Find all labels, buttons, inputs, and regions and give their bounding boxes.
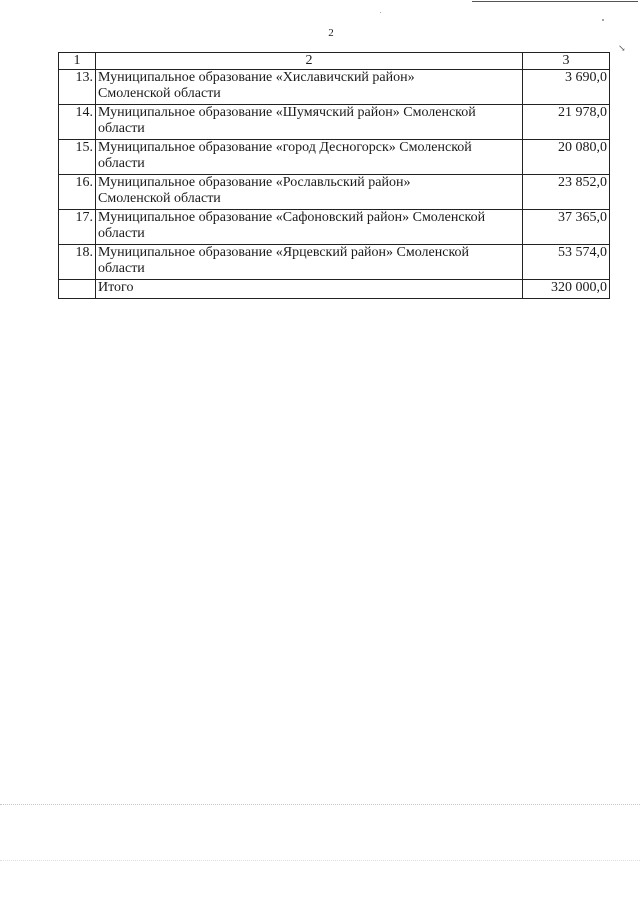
row-number: 14. xyxy=(59,105,96,140)
scan-speck xyxy=(602,19,604,21)
table-row xyxy=(59,210,610,245)
table-row xyxy=(59,175,610,210)
scan-speck xyxy=(380,12,381,13)
allocation-table xyxy=(58,52,610,299)
total-number-cell xyxy=(59,280,96,299)
name-line-2: Смоленской области xyxy=(98,86,221,101)
scan-noise-line xyxy=(0,860,640,861)
amount-value: 37 365,0 xyxy=(523,210,610,245)
name-line-1: Муниципальное образование «Шумячский район» Смоленской xyxy=(98,105,476,120)
amount-value: 21 978,0 xyxy=(523,105,610,140)
page-number: 2 xyxy=(328,27,334,39)
scan-top-rule xyxy=(472,1,638,2)
row-number: 15. xyxy=(59,140,96,175)
name-line-2: Смоленской области xyxy=(98,191,221,206)
table-row xyxy=(59,140,610,175)
name-line-2: области xyxy=(98,261,145,276)
municipality-name xyxy=(96,140,523,175)
amount-value: 53 574,0 xyxy=(523,245,610,280)
table-row xyxy=(59,70,610,105)
row-number: 16. xyxy=(59,175,96,210)
row-number: 17. xyxy=(59,210,96,245)
name-line-2: области xyxy=(98,156,145,171)
name-line-1: Муниципальное образование «Рославльский район» xyxy=(98,175,411,190)
table-row xyxy=(59,105,610,140)
name-line-1: Муниципальное образование «Сафоновский район» Смоленской xyxy=(98,210,486,225)
municipality-name xyxy=(96,175,523,210)
header-cell-col1: 1 xyxy=(59,53,96,70)
scan-noise-line xyxy=(0,804,640,805)
header-cell-col3: 3 xyxy=(523,53,610,70)
name-line-1: Муниципальное образование «Ярцевский район» Смоленской xyxy=(98,245,470,260)
amount-value: 20 080,0 xyxy=(523,140,610,175)
amount-value: 23 852,0 xyxy=(523,175,610,210)
municipality-name xyxy=(96,70,523,105)
scan-corner-mark-icon: ↘ xyxy=(618,43,626,53)
header-cell-col2: 2 xyxy=(96,53,523,70)
name-line-1: Муниципальное образование «город Десногорск» Смоленской xyxy=(98,140,472,155)
table-total-row xyxy=(59,280,610,299)
total-value: 320 000,0 xyxy=(523,280,610,299)
row-number: 13. xyxy=(59,70,96,105)
municipality-name xyxy=(96,105,523,140)
table-header-row xyxy=(59,53,610,70)
row-number: 18. xyxy=(59,245,96,280)
municipality-name xyxy=(96,210,523,245)
table-row xyxy=(59,245,610,280)
total-label: Итого xyxy=(96,280,523,299)
name-line-1: Муниципальное образование «Хиславичский район» xyxy=(98,70,415,85)
municipality-name xyxy=(96,245,523,280)
name-line-2: области xyxy=(98,121,145,136)
name-line-2: области xyxy=(98,226,145,241)
amount-value: 3 690,0 xyxy=(523,70,610,105)
